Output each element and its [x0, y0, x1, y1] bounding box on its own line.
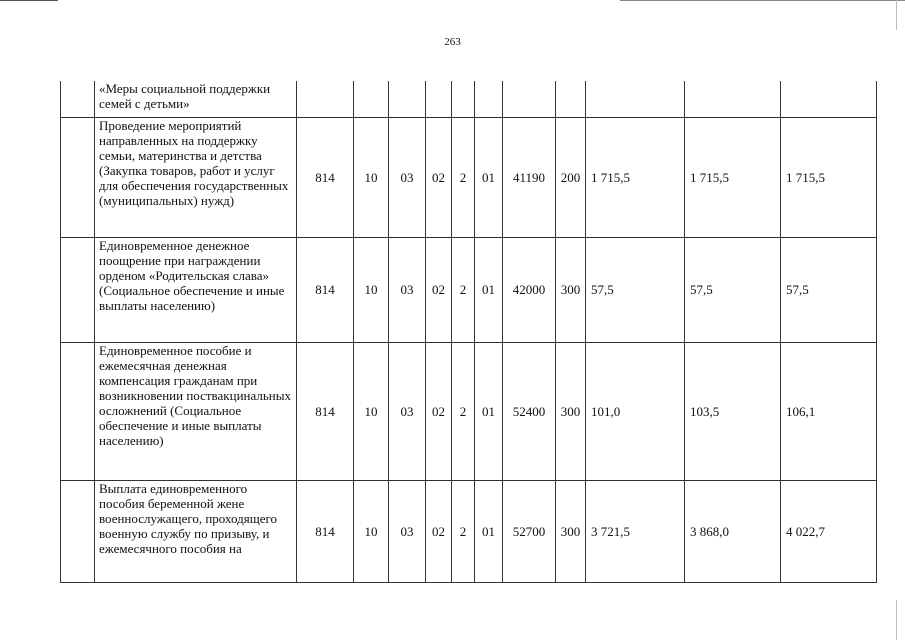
- ministry-code-cell: 814: [297, 342, 354, 480]
- row-number-cell: [61, 81, 95, 117]
- row-number-cell: [61, 342, 95, 480]
- section-code-cell: 10: [354, 480, 389, 582]
- item-name-cell: Единовременное пособие и ежемесячная денежная компенсация гражданам при возникновении поствакцинальных осложнений (Социальное обеспечение и иные выплаты населению): [95, 342, 297, 480]
- expense-type-code-cell: 300: [556, 342, 586, 480]
- amount-year1-cell: [586, 81, 685, 117]
- budget-table: [60, 81, 877, 583]
- amount-year2-cell: 57,5: [685, 237, 781, 342]
- program-code-cell: [426, 81, 452, 117]
- direction-code-cell: 52400: [503, 342, 556, 480]
- item-name-cell: «Меры социальной поддержки семей с детьми»: [95, 81, 297, 117]
- subsection-code-cell: 03: [389, 237, 426, 342]
- amount-year3-cell: 4 022,7: [781, 480, 877, 582]
- ministry-code-cell: 814: [297, 117, 354, 237]
- subprogram-code-cell: 2: [452, 117, 475, 237]
- subprogram-code-cell: 2: [452, 342, 475, 480]
- main-event-code-cell: 01: [475, 117, 503, 237]
- amount-year2-cell: 3 868,0: [685, 480, 781, 582]
- direction-code-cell: 41190: [503, 117, 556, 237]
- section-code-cell: 10: [354, 237, 389, 342]
- table-row: [61, 117, 877, 237]
- amount-year2-cell: [685, 81, 781, 117]
- amount-year1-cell: 3 721,5: [586, 480, 685, 582]
- direction-code-cell: 42000: [503, 237, 556, 342]
- page-number: 263: [444, 36, 461, 48]
- ministry-code-cell: 814: [297, 480, 354, 582]
- row-number-cell: [61, 117, 95, 237]
- amount-year3-cell: 106,1: [781, 342, 877, 480]
- program-code-cell: 02: [426, 342, 452, 480]
- program-code-cell: 02: [426, 480, 452, 582]
- amount-year1-cell: 101,0: [586, 342, 685, 480]
- main-event-code-cell: 01: [475, 237, 503, 342]
- expense-type-code-cell: 300: [556, 480, 586, 582]
- amount-year3-cell: 57,5: [781, 237, 877, 342]
- program-code-cell: 02: [426, 117, 452, 237]
- direction-code-cell: 52700: [503, 480, 556, 582]
- amount-year2-cell: 1 715,5: [685, 117, 781, 237]
- subsection-code-cell: 03: [389, 480, 426, 582]
- table-row: [61, 81, 877, 117]
- subsection-code-cell: 03: [389, 342, 426, 480]
- table-row: [61, 480, 877, 582]
- main-event-code-cell: 01: [475, 480, 503, 582]
- subprogram-code-cell: 2: [452, 480, 475, 582]
- subsection-code-cell: 03: [389, 117, 426, 237]
- amount-year3-cell: [781, 81, 877, 117]
- scan-right-edge: [896, 0, 897, 640]
- scan-top-edge: [0, 0, 905, 1]
- expense-type-code-cell: [556, 81, 586, 117]
- amount-year3-cell: 1 715,5: [781, 117, 877, 237]
- expense-type-code-cell: 200: [556, 117, 586, 237]
- main-event-code-cell: 01: [475, 342, 503, 480]
- table-row: [61, 342, 877, 480]
- section-code-cell: 10: [354, 117, 389, 237]
- subsection-code-cell: [389, 81, 426, 117]
- row-number-cell: [61, 480, 95, 582]
- program-code-cell: 02: [426, 237, 452, 342]
- section-code-cell: 10: [354, 342, 389, 480]
- section-code-cell: [354, 81, 389, 117]
- ministry-code-cell: 814: [297, 237, 354, 342]
- amount-year2-cell: 103,5: [685, 342, 781, 480]
- amount-year1-cell: 1 715,5: [586, 117, 685, 237]
- item-name-cell: Проведение мероприятий направленных на поддержку семьи, материнства и детства (Закупка товаров, работ и услуг для обеспечения государственных (муниципальных) нужд): [95, 117, 297, 237]
- subprogram-code-cell: [452, 81, 475, 117]
- amount-year1-cell: 57,5: [586, 237, 685, 342]
- item-name-cell: Выплата единовременного пособия беременной жене военнослужащего, проходящего военную службу по призыву, и ежемесячного пособия на: [95, 480, 297, 582]
- subprogram-code-cell: 2: [452, 237, 475, 342]
- row-number-cell: [61, 237, 95, 342]
- main-event-code-cell: [475, 81, 503, 117]
- direction-code-cell: [503, 81, 556, 117]
- ministry-code-cell: [297, 81, 354, 117]
- table-row: [61, 237, 877, 342]
- expense-type-code-cell: 300: [556, 237, 586, 342]
- item-name-cell: Единовременное денежное поощрение при награждении орденом «Родительская слава» (Социальное обеспечение и иные выплаты населению): [95, 237, 297, 342]
